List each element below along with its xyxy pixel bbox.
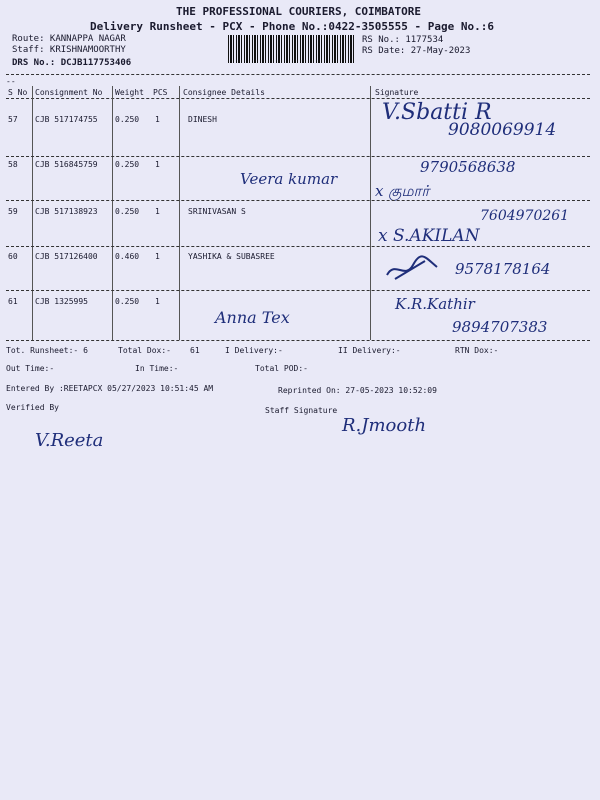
consignee-handwriting: Veera kumar — [240, 170, 338, 188]
row-divider — [6, 200, 590, 201]
rs-number: RS No.: 1177534 — [362, 35, 444, 45]
col-consignment: Consignment No — [35, 88, 103, 97]
table-row-sno: 60 — [8, 252, 18, 261]
table-row-weight: 0.250 — [115, 207, 140, 216]
runsheet-subtitle: Delivery Runsheet - PCX - Phone No.:0422-3505555 - Page No.:6 — [90, 20, 494, 33]
table-row-sno: 61 — [8, 297, 18, 306]
route-label: Route: KANNAPPA NAGAR — [12, 34, 126, 44]
table-row-consignee: SRINIVASAN S — [188, 207, 246, 216]
in-time: In Time:- — [135, 364, 179, 373]
rs-date: RS Date: 27-May-2023 — [362, 46, 471, 56]
rtn-dox: RTN Dox:- — [455, 346, 499, 355]
table-row-consignment: CJB 517126400 — [35, 252, 98, 261]
verified-by-label: Verified By — [6, 403, 59, 412]
staff-label: Staff: KRISHNAMOORTHY — [12, 45, 126, 55]
company-title: THE PROFESSIONAL COURIERS, COIMBATORE — [176, 5, 422, 18]
phone-handwriting: 7604970261 — [480, 208, 570, 224]
consignee-handwriting: Anna Tex — [215, 308, 290, 327]
table-row-consignment: CJB 516845759 — [35, 160, 98, 169]
table-row-weight: 0.460 — [115, 252, 140, 261]
phone-handwriting: 9578178164 — [455, 260, 551, 278]
row-divider — [6, 246, 590, 247]
col-signature: Signature — [375, 88, 419, 97]
table-row-pcs: 1 — [155, 252, 160, 261]
table-row-sno: 57 — [8, 115, 18, 124]
table-row-sno: 58 — [8, 160, 18, 169]
dash-mark: -- — [6, 77, 16, 86]
col-line — [370, 86, 371, 340]
signature-handwriting: x குமார் — [375, 182, 430, 200]
ii-delivery: II Delivery:- — [338, 346, 401, 355]
table-row-consignment: CJB 517138923 — [35, 207, 98, 216]
table-row-pcs: 1 — [155, 115, 160, 124]
i-delivery: I Delivery:- — [225, 346, 283, 355]
reprinted-on: Reprinted On: 27-05-2023 10:52:09 — [278, 386, 437, 395]
col-line — [32, 86, 33, 340]
table-row-sno: 59 — [8, 207, 18, 216]
col-sno: S No — [8, 88, 28, 97]
col-line — [112, 86, 113, 340]
total-runsheet: Tot. Runsheet:- 6 — [6, 346, 88, 355]
out-time: Out Time:- — [6, 364, 55, 373]
col-consignee: Consignee Details — [183, 88, 265, 97]
phone-handwriting: 9894707383 — [452, 318, 548, 336]
col-weight: Weight — [115, 88, 144, 97]
table-row-pcs: 1 — [155, 160, 160, 169]
staff-signature: R.Jmooth — [342, 415, 427, 436]
verified-signature: V.Reeta — [35, 430, 104, 451]
total-dox-label: Total Dox:- — [118, 346, 171, 355]
table-row-consignment: CJB 1325995 — [35, 297, 88, 306]
drs-number: DRS No.: DCJB117753406 — [12, 58, 132, 68]
signature-handwriting: K.R.Kathir — [395, 295, 475, 313]
phone-handwriting: 9080069914 — [448, 120, 557, 140]
table-row-weight: 0.250 — [115, 160, 140, 169]
table-bottom-divider — [6, 340, 590, 341]
table-row-weight: 0.250 — [115, 297, 140, 306]
total-pod: Total POD:- — [255, 364, 308, 373]
barcode-image — [228, 35, 354, 63]
table-row-pcs: 1 — [155, 207, 160, 216]
staff-signature-label: Staff Signature — [265, 406, 338, 415]
table-row-consignee: YASHIKA & SUBASREE — [188, 252, 275, 261]
signature-handwriting: x S.AKILAN — [378, 226, 480, 246]
scribble-signature — [385, 255, 440, 285]
columns-divider — [6, 98, 590, 99]
entered-by: Entered By :REETAPCX 05/27/2023 10:51:45 AM — [6, 384, 214, 393]
table-row-weight: 0.250 — [115, 115, 140, 124]
row-divider — [6, 290, 590, 291]
table-row-consignment: CJB 517174755 — [35, 115, 98, 124]
phone-handwriting: 9790568638 — [420, 158, 516, 176]
row-divider — [6, 156, 590, 157]
header-divider — [6, 74, 590, 75]
col-pcs: PCS — [153, 88, 168, 97]
col-line — [179, 86, 180, 340]
table-row-pcs: 1 — [155, 297, 160, 306]
signature-handwriting: V.Sbatti R — [382, 100, 492, 125]
table-row-consignee: DINESH — [188, 115, 217, 124]
total-dox-value: 61 — [190, 346, 200, 355]
